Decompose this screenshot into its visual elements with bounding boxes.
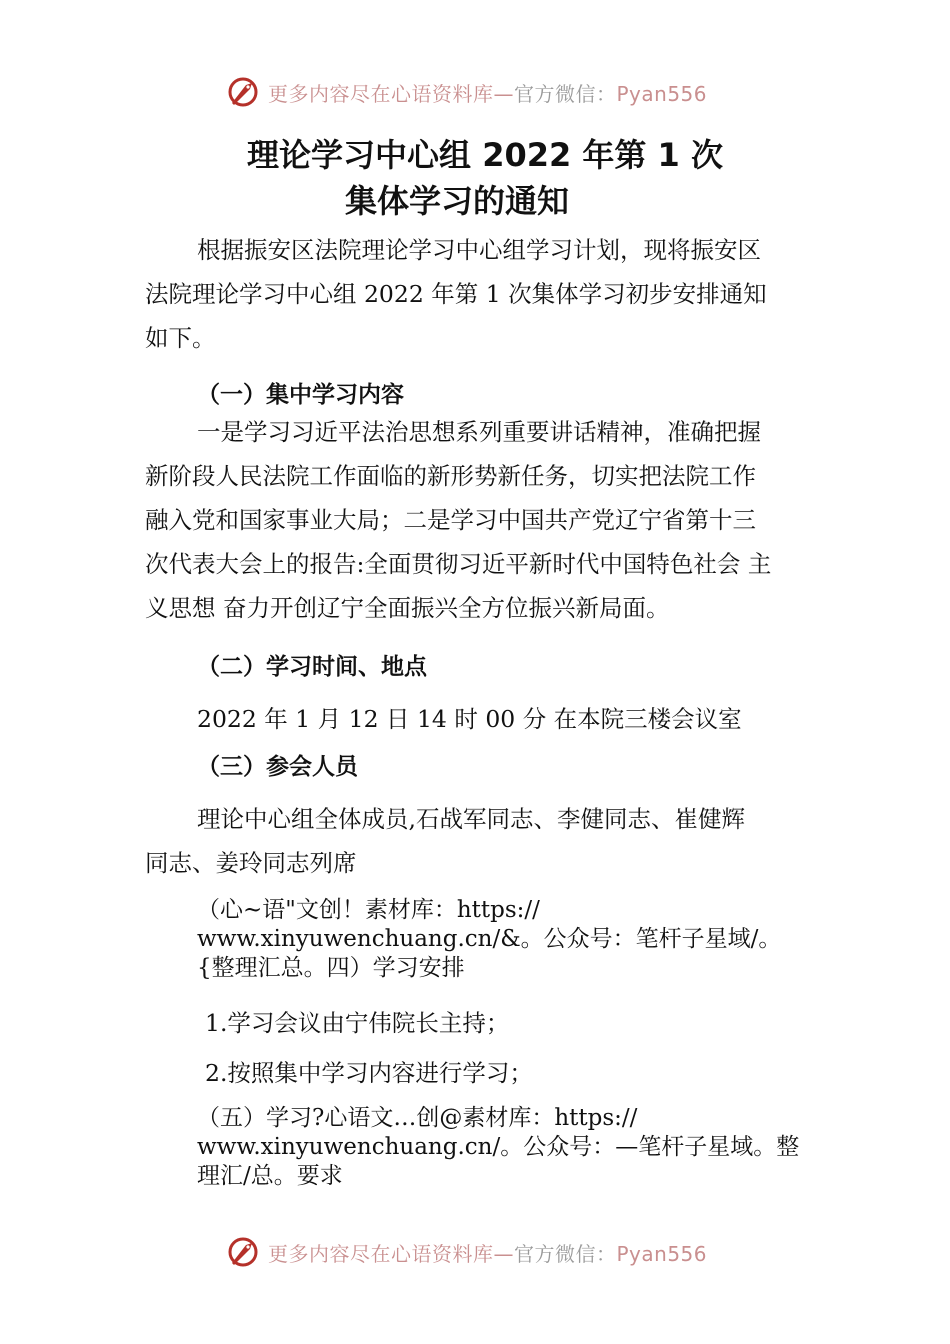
watermark-dash: — xyxy=(493,1241,514,1266)
paragraph-line: 新阶段人民法院工作面临的新形势新任务，切实把法院工作 xyxy=(145,462,756,490)
pen-nib-logo-icon xyxy=(226,75,260,109)
document-title-line1: 理论学习中心组 2022 年第 1 次 xyxy=(247,136,723,174)
watermark-text: 更多内容尽在心语资料库 xyxy=(268,81,494,106)
block-line: www.xinyuwenchuang.cn/&。公众号：笔杆子星域/。 xyxy=(197,926,782,952)
block-line: www.xinyuwenchuang.cn/。公众号：—笔杆子星域。整 xyxy=(197,1134,800,1160)
block-line: 理汇/总。要求 xyxy=(197,1163,343,1189)
intro-line: 如下。 xyxy=(145,324,216,352)
intro-line: 法院理论学习中心组 2022 年第 1 次集体学习初步安排通知 xyxy=(145,280,767,308)
intro-line: 根据振安区法院理论学习中心组学习计划，现将振安区 xyxy=(197,236,761,264)
watermark-wechat-id: Pyan556 xyxy=(616,1241,708,1266)
paragraph-line: 次代表大会上的报告:全面贯彻习近平新时代中国特色社会 主 xyxy=(145,550,772,578)
block-line: {整理汇总。四）学习安排 xyxy=(197,955,465,981)
paragraph-line: 一是学习习近平法治思想系列重要讲话精神，准确把握 xyxy=(197,418,761,446)
watermark-wechat-label: 官方微信： xyxy=(514,1241,617,1266)
paragraph-line: 义思想 奋力开创辽宁全面振兴全方位振兴新局面。 xyxy=(145,594,670,622)
document-title-line2: 集体学习的通知 xyxy=(344,182,569,220)
attendees-line1: 理论中心组全体成员,石战军同志、李健同志、崔健辉 xyxy=(197,805,745,833)
arrangement-item-2: 2.按照集中学习内容进行学习； xyxy=(205,1059,533,1087)
section-heading-2: （二）学习时间、地点 xyxy=(197,654,427,680)
watermark-dash: — xyxy=(493,81,514,106)
block-line: （五）学习?心语文…创@素材库：https:// xyxy=(197,1105,638,1131)
arrangement-item-1: 1.学习会议由宁伟院长主持； xyxy=(205,1009,510,1037)
section1-paragraph xyxy=(145,410,810,630)
watermark-header xyxy=(226,74,746,110)
attendees-line2: 同志、姜玲同志列席 xyxy=(145,849,357,877)
block-line: （心~语"文创！素材库：https:// xyxy=(197,897,540,923)
meeting-time-place: 2022 年 1 月 12 日 14 时 00 分 在本院三楼会议室 xyxy=(197,705,742,733)
section-heading-1: （一）集中学习内容 xyxy=(197,382,404,408)
watermark-text: 更多内容尽在心语资料库 xyxy=(268,1241,494,1266)
watermark-footer xyxy=(226,1234,746,1270)
section4-block xyxy=(197,896,812,983)
intro-paragraph xyxy=(145,228,810,360)
paragraph-line: 融入党和国家事业大局；二是学习中国共产党辽宁省第十三 xyxy=(145,506,756,534)
section-heading-3: （三）参会人员 xyxy=(197,754,358,780)
pen-nib-logo-icon xyxy=(226,1235,260,1269)
watermark-wechat-label: 官方微信： xyxy=(514,81,617,106)
watermark-wechat-id: Pyan556 xyxy=(616,81,708,106)
section5-block xyxy=(197,1104,812,1191)
